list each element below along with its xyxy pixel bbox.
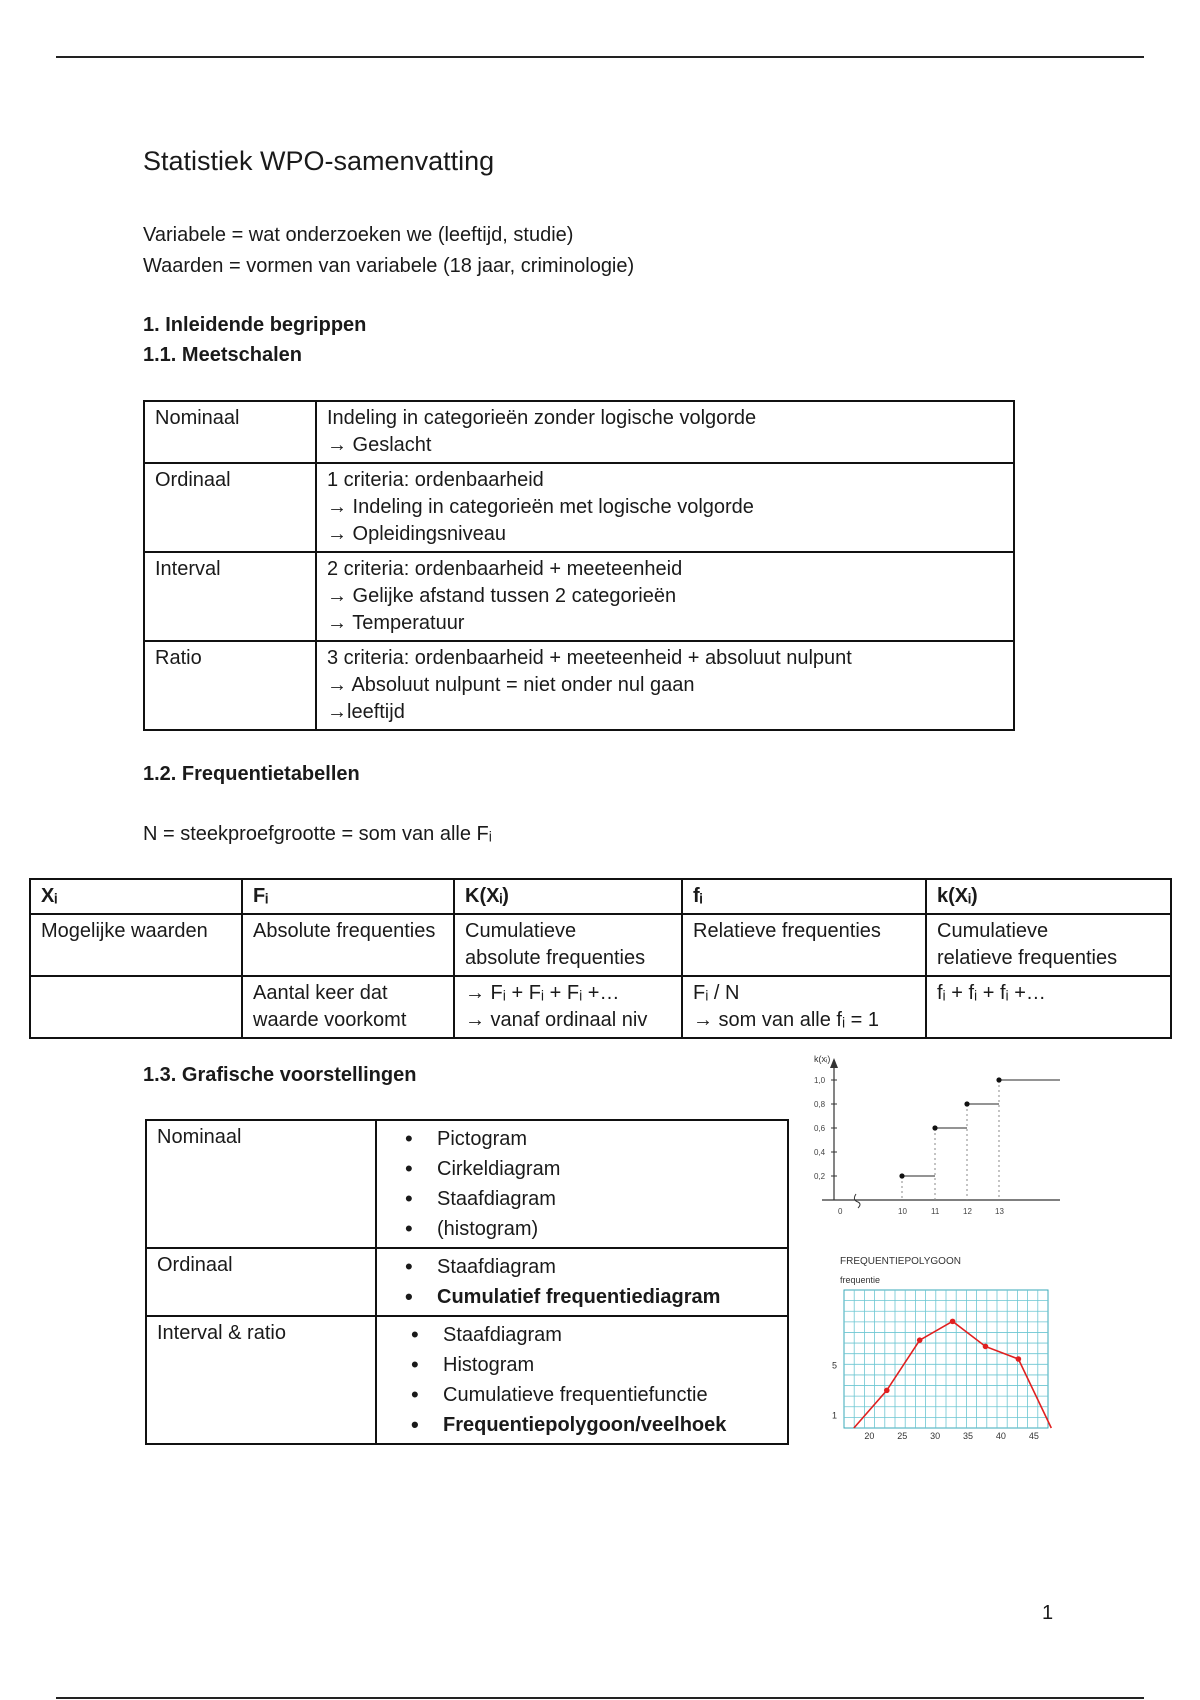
- cell-line: → som van alle fᵢ = 1: [693, 1009, 880, 1031]
- table-header-row: [30, 879, 1171, 914]
- y-tick-label: 1,0: [814, 1076, 826, 1085]
- cell-line: → vanaf ordinaal niv: [465, 1009, 648, 1031]
- frequency-polygon-chart: [824, 1250, 1064, 1445]
- cell-line: Fᵢ / N: [693, 982, 740, 1004]
- x-tick-label: 13: [995, 1207, 1004, 1216]
- scale-description: [316, 463, 1014, 552]
- cumulative-step-chart: [812, 1052, 1062, 1227]
- bottom-rule: [56, 1697, 1144, 1699]
- cell-line: Absolute frequenties: [253, 920, 436, 942]
- cell-line: waarde voorkomt: [253, 1009, 407, 1031]
- step-chart-ylabel: k(xᵢ): [814, 1054, 831, 1064]
- graph-types: [376, 1316, 788, 1444]
- list-item: • Staafdiagram: [437, 1184, 777, 1214]
- graph-types: [376, 1248, 788, 1316]
- section-heading-1: 1. Inleidende begrippen: [143, 314, 367, 336]
- intro-variabele: Variabele = wat onderzoeken we (leeftijd, studie): [143, 224, 574, 246]
- x-tick-label: 40: [995, 1431, 1006, 1441]
- table-cell: [926, 976, 1171, 1038]
- section-heading-1-1: 1.1. Meetschalen: [143, 344, 302, 366]
- table-cell: [682, 976, 926, 1038]
- scale-name: Ordinaal: [144, 463, 316, 552]
- cell-line: Aantal keer dat: [253, 982, 388, 1004]
- x-tick-label: 12: [963, 1207, 972, 1216]
- header-fi: fᵢ: [682, 879, 926, 914]
- x-tick-label: 10: [898, 1207, 907, 1216]
- table-row: [144, 463, 1014, 552]
- scale-name: Ordinaal: [146, 1248, 376, 1316]
- intro-waarden: Waarden = vormen van variabele (18 jaar, criminologie): [143, 255, 635, 277]
- list-item: • Histogram: [443, 1350, 777, 1380]
- page-number: 1: [1042, 1602, 1054, 1624]
- y-tick-label: 0,4: [814, 1148, 826, 1157]
- table-cell: [454, 914, 682, 976]
- step-point: [996, 1077, 1001, 1082]
- header-KXi: K(Xᵢ): [454, 879, 682, 914]
- list-item: • Cumulatief frequentiediagram: [437, 1282, 777, 1312]
- table-row: [144, 552, 1014, 641]
- cell-line: relatieve frequenties: [937, 947, 1118, 969]
- desc-line: → Temperatuur: [327, 612, 465, 634]
- x-tick-label: 0: [838, 1207, 843, 1216]
- desc-line: 2 criteria: ordenbaarheid + meeteenheid: [327, 558, 683, 580]
- table-row: [146, 1316, 788, 1444]
- section-heading-1-2: 1.2. Frequentietabellen: [143, 763, 360, 785]
- desc-line: →leeftijd: [327, 701, 405, 723]
- table-cell: [242, 914, 454, 976]
- graphs-table: [145, 1119, 789, 1445]
- table-row: [30, 914, 1171, 976]
- cell-line: Mogelijke waarden: [41, 920, 208, 942]
- y-tick-label: 0,6: [814, 1124, 826, 1133]
- scale-name: Interval & ratio: [146, 1316, 376, 1444]
- list-item: • Staafdiagram: [443, 1320, 777, 1350]
- desc-line: → Opleidingsniveau: [327, 523, 506, 545]
- table-row: [146, 1248, 788, 1316]
- y-tick-label: 5: [832, 1360, 838, 1371]
- table-cell: [242, 976, 454, 1038]
- x-tick-label: 11: [931, 1207, 940, 1216]
- header-xi: Xᵢ: [30, 879, 242, 914]
- cell-line: Relatieve frequenties: [693, 920, 881, 942]
- table-cell: [454, 976, 682, 1038]
- top-rule: [56, 56, 1144, 58]
- table-row: [144, 401, 1014, 463]
- cell-line: → Fᵢ + Fᵢ + Fᵢ +…: [465, 982, 620, 1004]
- desc-line: → Absoluut nulpunt = niet onder nul gaan: [327, 674, 695, 696]
- cell-line: Cumulatieve: [937, 920, 1049, 942]
- step-point: [932, 1125, 937, 1130]
- y-tick-label: 0,2: [814, 1172, 826, 1181]
- frequency-table: [29, 878, 1172, 1039]
- x-tick-label: 35: [963, 1431, 974, 1441]
- desc-line: 3 criteria: ordenbaarheid + meeteenheid + absoluut nulpunt: [327, 647, 852, 669]
- polygon-point: [950, 1319, 956, 1325]
- scale-description: [316, 641, 1014, 730]
- list-item: • Cumulatieve frequentiefunctie: [443, 1380, 777, 1410]
- x-tick-label: 20: [864, 1431, 875, 1441]
- x-tick-label: 45: [1028, 1431, 1039, 1441]
- meetschalen-table: [143, 400, 1015, 731]
- header-Fi: Fᵢ: [242, 879, 454, 914]
- n-definition: N = steekproefgrootte = som van alle Fᵢ: [143, 823, 492, 845]
- table-row: [146, 1120, 788, 1248]
- page-title: Statistiek WPO-samenvatting: [143, 146, 495, 176]
- table-cell: [682, 914, 926, 976]
- cell-line: absolute frequenties: [465, 947, 646, 969]
- scale-name: Interval: [144, 552, 316, 641]
- poly-title: FREQUENTIEPOLYGOON: [840, 1256, 961, 1267]
- polygon-point: [917, 1337, 923, 1343]
- y-tick-label: 0,8: [814, 1100, 826, 1109]
- x-tick-label: 25: [897, 1431, 908, 1441]
- list-item: • Pictogram: [437, 1124, 777, 1154]
- step-point: [899, 1173, 904, 1178]
- y-axis-arrow-icon: [830, 1058, 838, 1068]
- section-heading-1-3: 1.3. Grafische voorstellingen: [143, 1064, 417, 1086]
- polygon-point: [1016, 1356, 1022, 1362]
- table-row: [144, 641, 1014, 730]
- table-cell: [30, 976, 242, 1038]
- desc-line: 1 criteria: ordenbaarheid: [327, 469, 544, 491]
- cell-line: fᵢ + fᵢ + fᵢ +…: [937, 982, 1046, 1004]
- list-item: • Frequentiepolygoon/veelhoek: [443, 1410, 777, 1440]
- y-tick-label: 1: [832, 1410, 838, 1421]
- list-item: • Cirkeldiagram: [437, 1154, 777, 1184]
- table-cell: [926, 914, 1171, 976]
- header-kXi: k(Xᵢ): [926, 879, 1171, 914]
- step-point: [964, 1101, 969, 1106]
- cell-line: Cumulatieve: [465, 920, 577, 942]
- scale-name: Ratio: [144, 641, 316, 730]
- scale-description: [316, 401, 1014, 463]
- desc-line: → Gelijke afstand tussen 2 categorieën: [327, 585, 677, 607]
- desc-line: → Geslacht: [327, 434, 432, 456]
- axis-break-icon: [854, 1194, 860, 1208]
- polygon-point: [983, 1344, 989, 1350]
- polygon-point: [884, 1388, 890, 1394]
- table-row: [30, 976, 1171, 1038]
- x-tick-label: 30: [930, 1431, 941, 1441]
- list-item: • (histogram): [437, 1214, 777, 1244]
- graph-types: [376, 1120, 788, 1248]
- table-cell: [30, 914, 242, 976]
- scale-name: Nominaal: [144, 401, 316, 463]
- scale-description: [316, 552, 1014, 641]
- scale-name: Nominaal: [146, 1120, 376, 1248]
- poly-ylabel: frequentie: [840, 1275, 881, 1285]
- desc-line: Indeling in categorieën zonder logische volgorde: [327, 407, 757, 429]
- desc-line: → Indeling in categorieën met logische volgorde: [327, 496, 754, 518]
- list-item: • Staafdiagram: [437, 1252, 777, 1282]
